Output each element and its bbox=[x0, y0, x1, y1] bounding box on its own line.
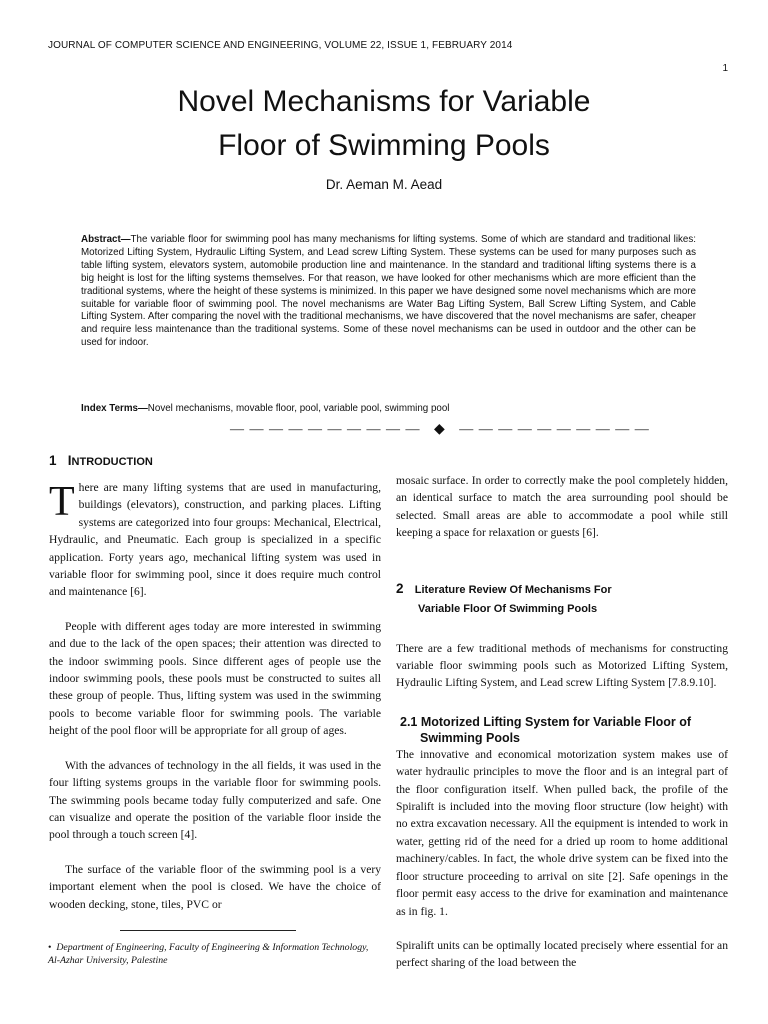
footnote-text: Department of Engineering, Faculty of Engineering & Information Technology, Al-Azhar University, Palestine bbox=[48, 942, 369, 966]
abstract-label: Abstract bbox=[81, 234, 121, 245]
author-name: Dr. Aeman M. Aead bbox=[325, 177, 443, 192]
left-column bbox=[49, 452, 381, 913]
section-2-1-heading bbox=[396, 714, 728, 746]
journal-header: JOURNAL OF COMPUTER SCIENCE AND ENGINEERING, VOLUME 22, ISSUE 1, FEBRUARY 2014 bbox=[48, 40, 513, 51]
section-2-number: 2 bbox=[396, 580, 404, 596]
paragraph-intro-5: mosaic surface. In order to correctly make the pool completely hidden, an identical surface to match the area surrounding pool should be selected. Small areas are able to accommodate a pool while still keeping a space for relaxation or guests [6]. bbox=[396, 474, 728, 540]
section-1-title: NTRODUCTION bbox=[71, 456, 153, 468]
abstract-text: The variable floor for swimming pool has many mechanisms for lifting systems. Some of which are standard and traditional likes: Motorized Lifting System, Hydraulic Lifting System, and Lead screw Lifting System. These systems can be used for many purposes such as table lifting system, elevators system, automobile production line and maintenance. In the standard and traditional lifting systems there is a big height is lost for the lifting systems themselves. For that reason, we have looked for other mechanisms which are more efficient than the traditional systems, where the height of these systems is minimized. In this paper we have designed some novel mechanisms which are more suitable for variable floor of swimming pool. The novel mechanisms are Water Bag Lifting System, Ball Screw Lifting System, and Cable Lifting System. After comparing the novel with the traditional mechanisms, we have discovered that the novel mechanisms are safer, cheaper and require less maintenance than the traditional systems. Some of these novel mechanisms can be used in outdoor and the other can be used for indoor. bbox=[81, 234, 696, 349]
paper-title bbox=[40, 80, 728, 168]
title-line-1: Novel Mechanisms for Variable bbox=[177, 85, 591, 118]
footnote-rule bbox=[120, 930, 296, 931]
footnote bbox=[48, 942, 378, 967]
paragraph-intro-1-text: here are many lifting systems that are used in manufacturing, buildings (elevators), construction, and parking places. Lifting systems are categorized into four groups: Mechanical, Electrical, Hydraulic, and Pneumatic. Each group is specialized in a specific application. Forty years ago, mechanical lifting system was used in variable floor for swimming pool, since it does require much control and maintenance [6]. bbox=[49, 481, 381, 599]
index-terms-text: Novel mechanisms, movable floor, pool, variable pool, swimming pool bbox=[147, 403, 450, 414]
section-2-heading bbox=[396, 580, 728, 618]
footnote-bullet: • bbox=[48, 942, 52, 953]
right-column bbox=[396, 472, 728, 972]
paragraph-motorized-1: The innovative and economical motorization system makes use of water hydraulic principles to move the floor and is an integral part of the floor configuration itself. When pulled back, the profile of the Spiralift is included into the moving floor structure (low height) with no extra excavation necessary. All the equipment is intended to work in water, getting rid of the need for a dried up room to home additional machinery/cables. In fact, the whole drive system can be fixed into the floor structure proceeding to arrival on site [2]. Safe openings in the floor permit easy access to the drive for examination and maintenance as in fig. 1. bbox=[396, 747, 728, 918]
paragraph-lit-1: There are a few traditional methods of mechanisms for constructing variable floor swimming pools such as Motorized Lifting System, Hydraulic Lifting System, and Lead screw Lifting System [7.8.9.10]. bbox=[396, 641, 728, 690]
section-2-title-line-2: Variable Floor Of Swimming Pools bbox=[418, 602, 598, 615]
section-divider: — — — — — — — — — — ◆ — — — — — — — — — — bbox=[230, 422, 650, 437]
paragraph-intro-2: People with different ages today are more interested in swimming and due to the lack of the open spaces; their attention was directed to the indoor swimming pools. Since different ages of people use the indoor swimming pools, these pools must be constructed to suites all these group of people. Thus, lifting system was used in the swimming pools to become variable floor for swimming pools. The variable height of the pool floor will be appropriate for all group of ages. bbox=[49, 619, 381, 738]
paragraph-intro-1 bbox=[49, 479, 381, 601]
paragraph-intro-4: The surface of the variable floor of the swimming pool is a very important element when the pool is closed. We have the choice of wooden decking, stone, tiles, PVC or bbox=[49, 862, 381, 911]
section-1-number: 1 bbox=[49, 453, 57, 468]
section-2-title-line-1: Literature Review Of Mechanisms For bbox=[414, 583, 612, 596]
paragraph-motorized-2: Spiralift units can be optimally located precisely where essential for an perfect sharing of the load between the bbox=[396, 938, 728, 970]
abstract-dash: — bbox=[120, 234, 131, 245]
title-line-2: Floor of Swimming Pools bbox=[218, 129, 550, 162]
abstract bbox=[81, 234, 696, 350]
index-terms-label: Index Terms bbox=[81, 403, 138, 414]
page-number: 1 bbox=[722, 63, 728, 74]
section-2-1-title-line-2: Swimming Pools bbox=[420, 730, 521, 745]
section-1-initial: I bbox=[67, 453, 72, 468]
section-2-1-title-line-1: 2.1 Motorized Lifting System for Variable Floor of bbox=[400, 714, 692, 729]
index-terms-dash: — bbox=[138, 403, 148, 414]
index-terms bbox=[81, 403, 449, 414]
paragraph-intro-3: With the advances of technology in the all fields, it was used in the four lifting systems groups in the variable floor for swimming pools. The swimming pools became today fully computerized and safe. One can visualize and operate the position of the variable floor inside the pool through a touch screen [4]. bbox=[49, 758, 381, 842]
drop-cap: T bbox=[49, 479, 75, 525]
section-1-heading bbox=[49, 452, 381, 471]
